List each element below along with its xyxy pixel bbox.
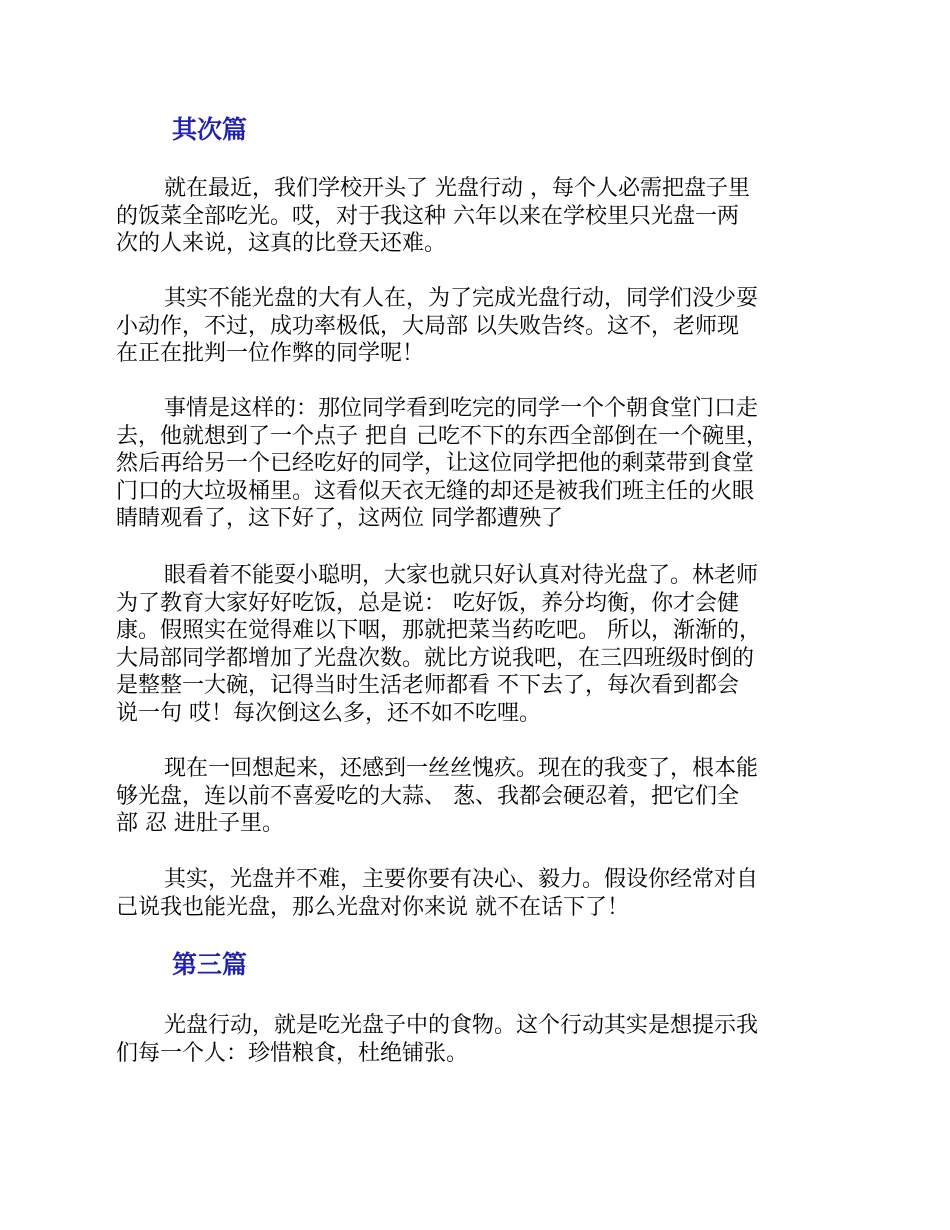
text-line: 说一句 哎！每次倒这么多，还不如不吃哩。	[116, 700, 541, 726]
section-heading-2: 其次篇	[172, 115, 248, 144]
paragraph-3	[116, 395, 836, 533]
text-line: 小动作，不过，成功率极低，大局部 以失败告终。这不，老师现	[116, 313, 739, 339]
text-line: 部 忍 进肚子里。	[116, 811, 284, 836]
paragraph-7	[116, 1012, 836, 1067]
text-line: 其实，光盘并不难，主要你要有决心、毅力。假设你经常对自	[164, 867, 759, 892]
text-line: 是整整一大碗，记得当时生活老师都看 不下去了，每次看到都会	[116, 673, 739, 698]
text-line: 为了教育大家好好吃饭，总是说： 吃好饭，养分均衡，你才会健	[116, 590, 739, 616]
text-line: 眼看着不能耍小聪明，大家也就只好认真对待光盘了。林老师	[164, 563, 759, 588]
text-line: 己说我也能光盘，那么光盘对你来说 就不在话下了！	[116, 894, 629, 920]
text-line: 的饭菜全部吃光。哎，对于我这种 六年以来在学校里只光盘一两	[116, 203, 739, 229]
text-line: 其实不能光盘的大有人在，为了完成光盘行动，同学们没少耍	[164, 286, 759, 311]
text-line: 门口的大垃圾桶里。这看似天衣无缝的却还是被我们班主任的火眼	[116, 478, 755, 504]
text-line: 去，他就想到了一个点子 把自 己吃不下的东西全部倒在一个碗里，	[116, 423, 768, 449]
section-heading-3: 第三篇	[172, 950, 248, 979]
text-line: 康。假照实在觉得难以下咽，那就把菜当药吃吧。 所以，渐渐的，	[116, 618, 761, 643]
paragraph-6	[116, 866, 836, 921]
text-line: 就在最近，我们学校开头了 光盘行动 ，每个人必需把盘子里	[164, 176, 750, 201]
text-line: 事情是这样的：那位同学看到吃完的同学一个个朝食堂门口走	[164, 396, 759, 421]
text-line: 光盘行动，就是吃光盘子中的食物。这个行动其实是想提示我	[164, 1013, 759, 1038]
text-line: 大局部同学都增加了光盘次数。就比方说我吧，在三四班级时倒的	[116, 645, 755, 671]
text-line: 然后再给另一个已经吃好的同学，让这位同学把他的剩菜带到食堂	[116, 451, 755, 476]
text-line: 们每一个人：珍惜粮食，杜绝铺张。	[116, 1040, 469, 1066]
text-line: 现在一回想起来，还感到一丝丝愧疚。现在的我变了，根本能	[164, 756, 759, 781]
paragraph-2	[116, 285, 836, 368]
paragraph-5	[116, 755, 836, 838]
text-line: 睛睛观看了，这下好了，这两位 同学都遭殃了	[116, 506, 563, 531]
text-line: 次的人来说，这真的比登天还难。	[116, 231, 447, 256]
text-line: 在正在批判一位作弊的同学呢！	[116, 341, 425, 366]
paragraph-4	[116, 562, 836, 727]
paragraph-1	[116, 175, 836, 258]
text-line: 够光盘，连以前不喜爱吃的大蒜、 葱、我都会硬忍着，把它们全	[116, 783, 739, 809]
